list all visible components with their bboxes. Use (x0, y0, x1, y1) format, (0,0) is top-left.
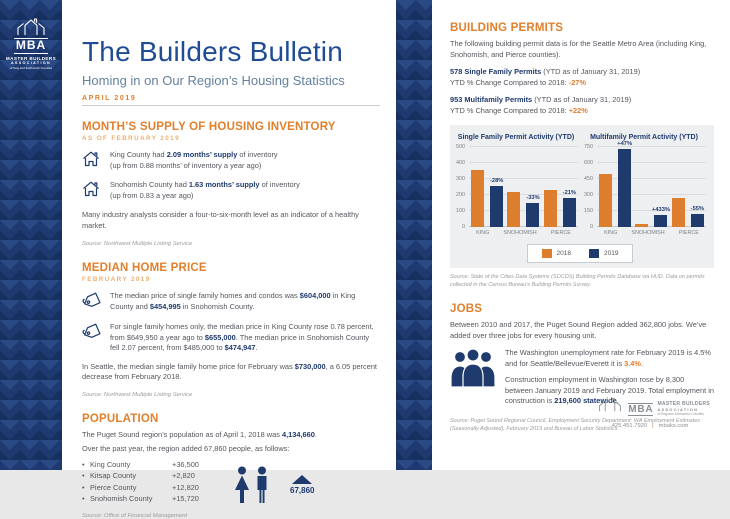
y-tick-label: 200 (456, 192, 465, 199)
population-increase-indicator (290, 475, 314, 495)
x-category-label: PIERCE (678, 230, 699, 237)
permits-source: Source: State of the Cities Data Systems (SOCDS) Building Permits Database via HUD. Data on permits collected in the Census Bureau’s Building Permits Survey. (450, 274, 705, 289)
newsletter-subtitle: Homing in on Our Region’s Housing Statistics (82, 73, 345, 88)
newsletter-title: The Builders Bulletin (82, 36, 343, 67)
mba-houses-icon (596, 396, 624, 412)
county-row: • Kitsap County +2,820 (82, 471, 195, 481)
price-tag-icon (82, 291, 102, 314)
percent-change-label: +47% (617, 141, 633, 148)
permits-header: BUILDING PERMITS (450, 22, 564, 34)
legend-swatch-2018 (542, 249, 552, 258)
jobs-header: JOBS (450, 303, 483, 316)
bar-2018-pierce (672, 198, 685, 227)
y-tick-label: 400 (456, 160, 465, 167)
issue-date: APRIL 2019 (82, 95, 137, 102)
y-tick-label: 600 (584, 160, 593, 167)
bar-2019-pierce (562, 189, 576, 227)
contact-line: 425.451.7920 | mbaks.com (611, 423, 689, 429)
median-header: MEDIAN HOME PRICE (82, 262, 207, 275)
y-tick-label: 450 (584, 176, 593, 183)
price-tag-icon (82, 322, 102, 345)
population-p2: Over the past year, the region added 67,860 people, as follows: (82, 444, 290, 454)
x-category-label: KING (604, 230, 618, 237)
jobs-source: Source: Puget Sound Regional Council, Employment Security Department: WA Employment Estimates (Seasonally Adjusted), February 2019 and Bureau of Labor Statistics. (450, 417, 701, 432)
mba-abbr: MBA (628, 404, 654, 415)
mba-org-line1: MASTER BUILDERS (5, 56, 57, 61)
y-tick-label: 300 (456, 176, 465, 183)
chart-title: Single Family Permit Activity (YTD) (457, 134, 575, 142)
up-triangle-icon (292, 475, 312, 484)
bar-2018-snohomish (507, 192, 520, 227)
median-item-2 (82, 322, 380, 354)
percent-change-label: +433% (652, 207, 670, 214)
median-item-text: For single family homes only, the median price in King County rose 0.78 percent, from $649,950 a year ago to $655,000. The median price in Snohomish County fell 2.07 percent, from $485,000 to $474,947. (110, 322, 374, 353)
chart-legend (452, 244, 708, 263)
house-icon (82, 180, 102, 202)
mba-org-line2: ASSOCIATION (10, 61, 52, 65)
inventory-source: Source: Northwest Multiple Listing Service (82, 241, 193, 248)
median-subheader: FEBRUARY 2019 (82, 276, 151, 284)
x-category-label: SNOHOMISH (503, 230, 537, 237)
multifamily-permits: 953 Multifamily Permits (YTD as of January 31, 2019) YTD % Change Compared to 2018: +22% (450, 95, 632, 115)
population-detail (82, 459, 380, 505)
middle-chevron-band (396, 0, 432, 470)
single-family-permits: 578 Single Family Permits (YTD as of January 31, 2019) YTD % Change Compared to 2018: -27% (450, 67, 641, 87)
permits-intro: The following building permit data is for the Seattle Metro Area (including King, Snohomish, and Pierce counties). (450, 39, 707, 59)
y-axis (452, 144, 469, 231)
left-chevron-band (0, 0, 62, 470)
percent-change-label: -21% (562, 189, 576, 196)
jobs-p1: Between 2010 and 2017, the Puget Sound Region added 362,800 jobs. We’ve added over three jobs for every housing unit. (450, 320, 707, 340)
inventory-item-king (82, 150, 380, 172)
y-tick-label: 0 (462, 224, 465, 231)
section-inventory (82, 121, 380, 247)
median-seattle-para: In Seattle, the median single family home price for February was $730,000, a 6.05 percent decrease from February 2018. (82, 361, 377, 382)
y-tick-label: 750 (584, 144, 593, 151)
x-axis (597, 230, 706, 236)
bar-group-pierce (672, 198, 704, 227)
population-source: Source: Office of Financial Management (82, 512, 188, 519)
inventory-note: Many industry analysts consider a four-to-six-month level as an indicator of a healthy market. (82, 210, 359, 230)
mba-footer-logo (596, 396, 654, 417)
x-axis (469, 230, 578, 236)
plot-area (469, 147, 580, 227)
inventory-item-snohomish (82, 180, 380, 202)
bar-group-king (599, 141, 633, 227)
bar-group-snohomish (507, 192, 539, 227)
bar-2019-king (617, 141, 633, 227)
mba-footer-text: MASTER BUILDERS ASSOCIATION of King and Snohomish Counties (657, 401, 710, 416)
bar-2019-snohomish (526, 195, 540, 227)
inventory-item-text: Snohomish County had 1.63 months’ supply of inventory (up from 0.83 a year ago) (110, 180, 300, 200)
single-family-permit-chart (452, 134, 580, 236)
inventory-header: MONTH’S SUPPLY OF HOUSING INVENTORY (82, 121, 336, 133)
bar-2018-king (599, 174, 612, 227)
bar-2018-king (471, 170, 484, 228)
people-icons (232, 466, 276, 504)
mba-houses-icon (14, 16, 48, 36)
bar-2019-king (490, 177, 504, 228)
inventory-item-text: King County had 2.09 months’ supply of inventory (up from 0.88 months’ of inventory a year ago) (110, 150, 278, 170)
bar-groups (469, 147, 578, 227)
bar-group-snohomish (635, 207, 670, 227)
county-list (82, 459, 232, 505)
percent-change-label: -55% (690, 205, 704, 212)
plot-area (597, 141, 708, 227)
percent-change-label: -33% (526, 195, 540, 202)
section-population (82, 413, 380, 519)
mba-logo (4, 16, 58, 70)
mba-org-line3: of King and Snohomish Counties (9, 66, 53, 70)
y-tick-label: 300 (584, 192, 593, 199)
added-total: 67,860 (290, 485, 315, 495)
bar-group-pierce (544, 190, 576, 227)
y-tick-label: 0 (590, 224, 593, 231)
mba-abbr: MBA (15, 38, 47, 52)
percent-change-label: -28% (490, 177, 504, 184)
phone-number: 425.451.7920 (611, 423, 648, 429)
bar-2018-pierce (544, 190, 557, 227)
jobs-p2: The Washington unemployment rate for February 2019 is 4.5% and for Seattle/Bellevue/Everett it is 3.4%. (505, 348, 711, 368)
bar-2018-snohomish (635, 224, 648, 227)
permit-charts-panel (450, 125, 714, 268)
population-graphic (232, 459, 314, 505)
legend-item-2019: 2019 (589, 249, 618, 258)
jobs-p3: Construction employment in Washington rose by 8,300 between January 2019 and February 2019. Total employment in construction is 219,600 statewide. (505, 375, 714, 406)
section-median-price (82, 262, 380, 398)
y-axis (580, 144, 597, 231)
y-tick-label: 500 (456, 144, 465, 151)
median-item-text: The median price of single family homes and condos was $604,000 in King County and $454,995 in Snohomish County. (110, 291, 356, 311)
median-source: Source: Northwest Multiple Listing Service (82, 391, 193, 398)
inventory-subheader: AS OF FEBRUARY 2019 (82, 135, 180, 142)
x-category-label: PIERCE (550, 230, 571, 237)
y-tick-label: 150 (584, 208, 593, 215)
median-item-1 (82, 291, 380, 314)
footer-brand (590, 396, 710, 429)
house-icon (82, 150, 102, 172)
bar-groups (597, 141, 706, 227)
website: mbaks.com (658, 423, 689, 429)
y-tick-label: 100 (456, 208, 465, 215)
workforce-group-icon (450, 348, 496, 388)
population-p1: The Puget Sound region’s population as of April 1, 2018 was 4,134,660. (82, 429, 317, 439)
multifamily-permit-chart (580, 134, 708, 236)
masthead-divider (82, 105, 380, 106)
left-column (62, 0, 396, 519)
chart-title: Multifamily Permit Activity (YTD) (590, 134, 698, 142)
bar-2019-pierce (690, 205, 704, 227)
county-row: • King County +36,500 (82, 459, 199, 469)
county-row: • Pierce County +12,820 (82, 482, 199, 492)
bar-2019-snohomish (652, 207, 670, 227)
county-row: • Snohomish County +15,720 (82, 494, 199, 504)
bar-group-king (471, 170, 503, 228)
legend-item-2018: 2018 (542, 249, 571, 258)
legend-swatch-2019 (589, 249, 599, 258)
x-category-label: SNOHOMISH (631, 230, 665, 237)
population-header: POPULATION (82, 412, 159, 425)
x-category-label: KING (476, 230, 490, 237)
